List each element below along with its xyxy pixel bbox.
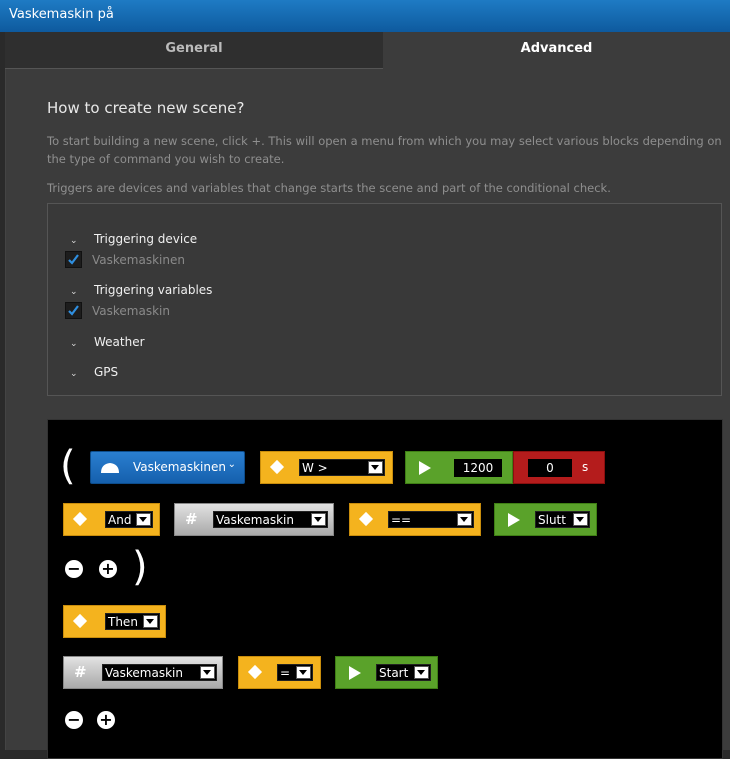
diamond-icon <box>73 512 87 526</box>
add-action-button[interactable]: + <box>97 711 115 729</box>
operator-select-2[interactable] <box>388 511 474 528</box>
chevron-down-icon[interactable] <box>311 513 326 526</box>
value-input[interactable]: 1200 <box>454 459 502 477</box>
logic-block[interactable] <box>63 503 160 536</box>
action-value-select[interactable] <box>376 664 431 681</box>
triggering-device-header[interactable] <box>70 232 197 246</box>
weather-header[interactable] <box>70 335 145 349</box>
trigger-device-item <box>65 249 185 269</box>
variable-value-select[interactable] <box>535 511 590 528</box>
trigger-variable-checkbox[interactable] <box>65 302 82 319</box>
trigger-device-checkbox[interactable] <box>65 251 82 268</box>
play-icon <box>508 513 520 527</box>
device-icon <box>100 462 120 474</box>
logic-select[interactable] <box>105 511 153 528</box>
play-icon <box>419 461 431 475</box>
chevron-down-icon[interactable] <box>200 666 215 679</box>
close-parenthesis: ) <box>132 544 148 590</box>
logic-select-value: And <box>108 513 132 527</box>
operator-block-1[interactable] <box>260 451 393 484</box>
gps-header[interactable] <box>70 365 118 379</box>
trigger-device-name: Vaskemaskinen <box>92 252 185 267</box>
gps-label: GPS <box>94 365 119 379</box>
chevron-down-icon[interactable] <box>296 666 311 679</box>
then-block[interactable] <box>63 605 166 638</box>
chevron-down-icon[interactable] <box>457 513 472 526</box>
operator-block-2[interactable] <box>349 503 481 536</box>
device-block-label: Vaskemaskinen <box>133 460 226 474</box>
remove-action-button[interactable]: − <box>65 711 83 729</box>
triggers-box <box>47 203 722 396</box>
diamond-icon <box>73 614 87 628</box>
variable-block[interactable] <box>174 503 334 536</box>
hash-icon: # <box>74 663 87 681</box>
chevron-down-icon: ⌄ <box>70 369 78 379</box>
action-variable-select-value: Vaskemaskin <box>105 666 183 680</box>
variable-select[interactable] <box>213 511 328 528</box>
assign-block[interactable] <box>238 656 321 689</box>
delay-block[interactable] <box>513 451 605 484</box>
value-block[interactable] <box>405 451 513 484</box>
operator-select-1[interactable] <box>299 459 385 476</box>
checkmark-icon <box>67 253 80 266</box>
diamond-icon <box>270 460 284 474</box>
play-icon <box>349 666 361 680</box>
delay-unit: s <box>582 460 589 474</box>
assign-select-value: = <box>280 666 291 680</box>
trigger-variable-name: Vaskemaskin <box>92 303 170 318</box>
assign-select[interactable] <box>277 664 313 681</box>
triggering-variables-header[interactable] <box>70 283 212 297</box>
hash-icon: # <box>185 510 198 528</box>
open-parenthesis: ( <box>60 443 76 489</box>
help-paragraph-blocks: To start building a new scene, click +. This will open a menu from which you may select various blocks depending on the type of command you wish to create. <box>47 134 722 166</box>
diamond-icon <box>248 665 262 679</box>
scene-editor <box>47 419 723 759</box>
chevron-down-icon[interactable] <box>143 615 158 628</box>
variable-value-select-value: Slutt <box>538 513 566 527</box>
help-heading: How to create new scene? <box>47 99 245 117</box>
remove-condition-button[interactable]: − <box>65 560 83 578</box>
chevron-down-icon[interactable] <box>368 461 383 474</box>
chevron-down-icon: ⌄ <box>70 287 78 297</box>
chevron-down-icon: ⌄ <box>70 236 78 246</box>
window-title-bar <box>0 0 730 32</box>
chevron-down-icon[interactable] <box>573 513 588 526</box>
action-variable-select[interactable] <box>102 664 217 681</box>
chevron-down-icon[interactable] <box>414 666 429 679</box>
then-select[interactable] <box>105 613 160 630</box>
trigger-variable-item <box>65 300 170 320</box>
weather-label: Weather <box>94 335 145 349</box>
operator-select-2-value: == <box>391 513 412 527</box>
diamond-icon <box>359 512 373 526</box>
delay-input[interactable]: 0 <box>528 459 572 477</box>
device-block[interactable] <box>90 451 245 484</box>
chevron-down-icon[interactable] <box>136 513 151 526</box>
tab-advanced[interactable]: Advanced <box>383 32 730 69</box>
operator-select-1-value: W > <box>302 461 328 475</box>
chevron-down-icon[interactable]: ⌄ <box>227 459 236 470</box>
help-paragraph-triggers: Triggers are devices and variables that change starts the scene and part of the conditional check. <box>47 181 611 195</box>
checkmark-icon <box>67 304 80 317</box>
variable-value-block[interactable] <box>494 503 597 536</box>
action-value-select-value: Start <box>379 666 409 680</box>
chevron-down-icon: ⌄ <box>70 339 78 349</box>
advanced-panel <box>5 69 730 750</box>
tab-bar <box>5 32 730 69</box>
triggering-device-label: Triggering device <box>94 232 198 246</box>
tab-general[interactable]: General <box>5 32 383 69</box>
action-variable-block[interactable] <box>63 656 223 689</box>
add-condition-button[interactable]: + <box>99 560 117 578</box>
then-select-value: Then <box>108 615 138 629</box>
action-value-block[interactable] <box>335 656 438 689</box>
variable-select-value: Vaskemaskin <box>216 513 294 527</box>
triggering-variables-label: Triggering variables <box>94 283 213 297</box>
window-title: Vaskemaskin på <box>9 7 114 22</box>
